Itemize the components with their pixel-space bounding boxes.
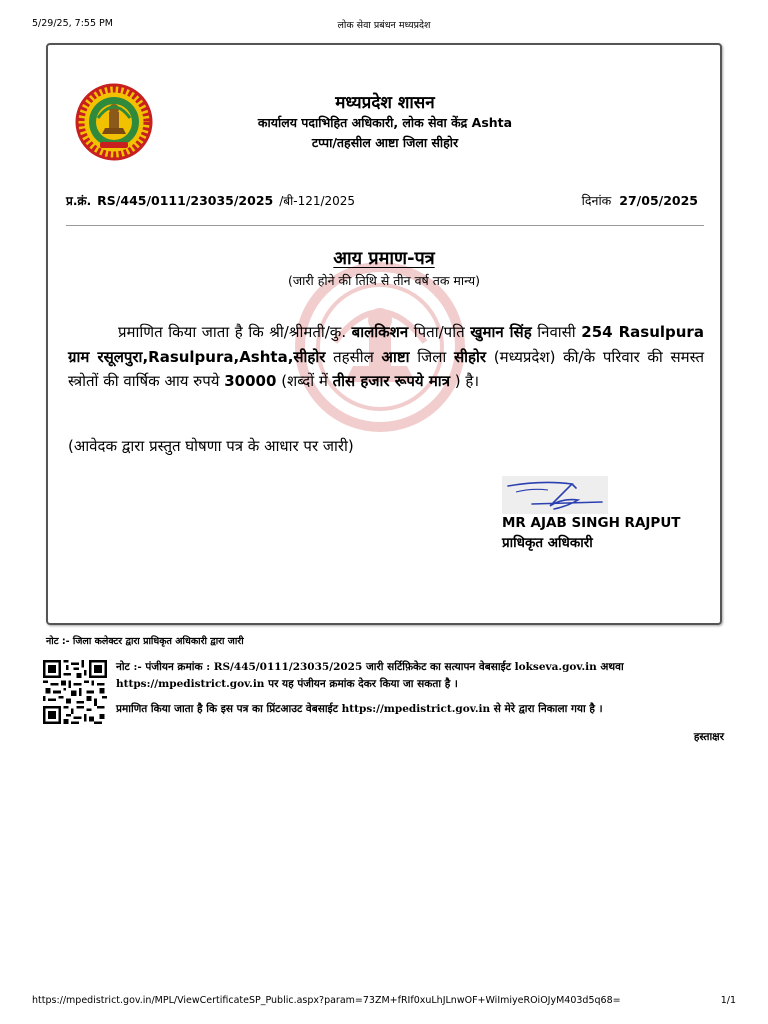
income-text: की/के परिवार की समस्त स्त्रोतों की वार्षिक आय रुपये xyxy=(68,347,705,390)
reference-label: प्र.क्रं. xyxy=(66,194,92,208)
print-page-number: 1/1 xyxy=(720,995,736,1006)
words-open: (शब्दों में xyxy=(281,372,328,390)
certificate-body xyxy=(68,320,704,394)
office-heading: कार्यालय पदाभिहित अधिकारी, लोक सेवा केंद्र Ashta xyxy=(257,115,513,130)
validity-note: (जारी होने की तिथि से तीन वर्ष तक मान्य) xyxy=(288,273,480,288)
certificate-title: आय प्रमाण-पत्र xyxy=(333,248,435,269)
government-heading: मध्यप्रदेश शासन xyxy=(335,93,435,113)
district-label: जिला xyxy=(417,347,447,366)
officer-designation: प्राधिकृत अधिकारी xyxy=(502,535,593,551)
state-text: (मध्यप्रदेश) xyxy=(493,347,556,366)
relation-label: पिता/पति xyxy=(413,323,465,341)
verification-note-line-2: https://mpedistrict.gov.in पर यह पंजीयन क्रमांक देकर किया जा सकता है । xyxy=(116,678,458,690)
words-close: ) है। xyxy=(454,372,480,390)
collector-note: नोट :- जिला कलेक्टर द्वारा प्राधिकृत अधिकारी द्वारा जारी xyxy=(46,636,244,647)
resident-label: निवासी xyxy=(537,323,576,341)
emblem-icon xyxy=(70,82,158,162)
print-url: https://mpedistrict.gov.in/MPL/ViewCertificateSP_Public.aspx?param=73ZM+fRIf0xuLhJLnwOF+WiImiyeROiOJyM403d5q68= xyxy=(32,995,621,1006)
divider xyxy=(66,225,704,226)
district-value: सीहोर xyxy=(454,347,487,366)
print-datetime: 5/29/25, 7:55 PM xyxy=(32,18,113,29)
reference-number-row xyxy=(66,192,355,209)
location-heading: टप्पा/तहसील आष्टा जिला सीहोर xyxy=(311,135,459,150)
printout-certification-note: प्रमाणित किया जाता है कि इस पत्र का प्रिंटआउट वेबसाईट https://mpedistrict.gov.in से मेरे द्वारा निकाला गया है । xyxy=(116,703,603,715)
applicant-declaration-note: (आवेदक द्वारा प्रस्तुत घोषणा पत्र के आधार पर जारी) xyxy=(68,437,354,455)
verification-note-line-1: नोट :- पंजीयन क्रमांक : RS/445/0111/23035/2025 जारी सर्टिफ़िकेट का सत्यापन वेबसाईट lokseva.gov.in अथवा xyxy=(116,661,624,673)
qr-code-icon xyxy=(43,660,107,724)
print-page-title: लोक सेवा प्रबंधन मध्यप्रदेश xyxy=(337,20,431,31)
intro-text: प्रमाणित किया जाता है कि श्री/श्रीमती/कु. xyxy=(118,323,347,341)
tehsil-label: तहसील xyxy=(333,347,374,366)
applicant-name: बालकिशन xyxy=(351,323,409,341)
address: 254 Rasulpura ग्राम रसूलपुरा,Rasulpura,Ashta,सीहोर xyxy=(68,323,704,366)
reference-number: RS/445/0111/23035/2025 xyxy=(97,193,274,208)
signature-label: हस्ताक्षर xyxy=(693,731,724,743)
tehsil-value: आष्टा xyxy=(381,347,410,366)
income-amount: 30000 xyxy=(224,372,277,390)
income-words: तीस हजार रूपये मात्र xyxy=(332,372,450,390)
date-label: दिनांक xyxy=(581,193,612,208)
father-name: खुमान सिंह xyxy=(470,323,532,341)
issue-date: 27/05/2025 xyxy=(619,193,698,208)
signature-image xyxy=(502,476,608,514)
officer-name: MR AJAB SINGH RAJPUT xyxy=(502,515,681,531)
issue-date-row xyxy=(582,192,698,209)
reference-suffix: /बी-121/2025 xyxy=(279,194,356,208)
